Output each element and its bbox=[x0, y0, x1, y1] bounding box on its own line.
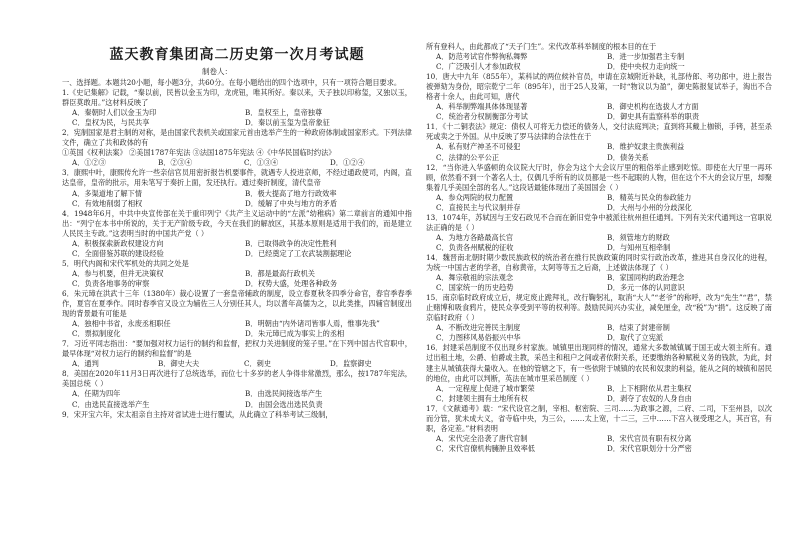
right-column bbox=[426, 42, 772, 560]
question-text: 10．唐大中九年（855年），某科试的两位候补官员，申请在京城附近补缺，礼部侍郎、考功郎中，进上报告被弹劾为身份，昭宗乾宁二年（895年），出于25人及第，一时“物议以为盈”，御史陈报复试举子，淘出不合格者十余人，由此可知，唐代 bbox=[426, 72, 772, 102]
answer-option: A．①②③ bbox=[72, 158, 106, 168]
answer-option: C．刺史 bbox=[244, 359, 272, 369]
answer-option: C．由选民直接选举产生 bbox=[72, 399, 150, 409]
option-row bbox=[426, 434, 772, 444]
option-row bbox=[426, 142, 772, 152]
answer-option: B．已取得政争的决定性胜利 bbox=[245, 238, 337, 248]
question-text: 12．“当你进入华盛顿的众议院大厅时，你会为这个大会议厅里的粗俗举止感到吃惊。即使在大厅里一再环顾，依然看不到一个著名人士，仅偶几乎所有的议员都是一些不起眼的人物，但在这个不大的会议厅里，却聚集着几乎美国全部的名人。”这段话最能体现出了美国国会（ ） bbox=[426, 162, 772, 192]
question-text: 5．明代内阁和宋代军机处的共同之处是 bbox=[62, 258, 189, 268]
answer-option: D．已经奠定了工农武装割据理论 bbox=[245, 248, 352, 258]
option-row bbox=[62, 158, 412, 168]
answer-option: A．独相中书省，永废丞相职任 bbox=[72, 319, 171, 329]
option-row bbox=[426, 233, 772, 243]
answer-option: B．都是最高行政机关 bbox=[245, 268, 315, 278]
answer-option: D．御史具有监察科举的职责 bbox=[607, 112, 700, 122]
question-text: 4．1948年6月，中共中央宣传部在关于重印列宁《共产主义运动中的“左派”幼稚病》第二章前言的通知中指出：“列宁在本书中所说的，关于无产阶级专政，今天在我们的解放区，其基本原则是适用于我们的，而是建立人民民主专政。”这表明当时的中国共产党（ ） bbox=[62, 208, 412, 238]
answer-option: B．极大提高了地方行政效率 bbox=[245, 188, 337, 198]
option-row bbox=[62, 118, 412, 128]
question-text: 16．封建采邑制度不仅出现乡村家族。城镇里出现同样的情况，通常大多数城镇属于国王或大领主所有。通过出租土地，公爵、伯爵或主教，采邑主和租户之间或者依附关系，还要缴纳各种赋税义务的钱款，为此，封建主从城镇获得大量收入。在他的管辖之下，有一些依附于城镇的农民和奴隶的利益，能从之间的城镇和居民的地位，由此可以判断，英法在城市里采邑制度（ ） bbox=[426, 343, 772, 383]
answer-option: D．缓解了中央与地方的矛盾 bbox=[245, 198, 338, 208]
answer-option: B．进一步加强君主专制 bbox=[607, 52, 685, 62]
answer-option: A．一定程度上促进了城市繁荣 bbox=[436, 383, 535, 393]
answer-option: C．票拟制度化 bbox=[72, 329, 121, 339]
answer-option: C．法律的公平公正 bbox=[436, 152, 500, 162]
left-questions bbox=[62, 78, 412, 420]
answer-option: D．债务关系 bbox=[607, 152, 649, 162]
answer-option: D．取代了立宪派 bbox=[607, 333, 664, 343]
option-row bbox=[426, 444, 772, 454]
question-text: 9．宋开宝六年，宋太祖亲自主持对省试进士进行覆试，从此确立了科举考试三级制， bbox=[62, 409, 333, 419]
answer-option: A．通判 bbox=[72, 359, 99, 369]
answer-option: D．多元一体的认同意识 bbox=[607, 283, 685, 293]
option-row bbox=[426, 193, 772, 203]
answer-option: D．①②④ bbox=[330, 158, 365, 168]
answer-option: D．由国会选出选民负责 bbox=[245, 399, 323, 409]
exam-title: 蓝天教育集团高二历史第一次月考试题 bbox=[109, 47, 365, 63]
answer-option: C．国家统一的历史趋势 bbox=[436, 283, 514, 293]
answer-option: B．上下相附依从君主集权 bbox=[607, 383, 692, 393]
answer-option: C．皇权为民，与民共享 bbox=[72, 118, 150, 128]
answer-option: C．力图移风易俗振兴中华 bbox=[436, 333, 521, 343]
answer-option: A．任期为四年 bbox=[72, 389, 121, 399]
answer-option: D．大州与小州的分歧深化 bbox=[607, 202, 692, 212]
answer-option: A．参众两院的权力配置 bbox=[436, 192, 514, 202]
option-row bbox=[426, 112, 772, 122]
answer-option: D．使中央权力走向统一 bbox=[607, 62, 685, 72]
question-text: 3．康熙中叶，康熙传允许一些亲信官员用密折报告机要事件，就遇专人投进京师，不经过通政使司，内阁，直达皇帝，皇帝的批示，用朱笔写于奏折上面，发还执行。通过奏折制度，清代皇帝 bbox=[62, 168, 412, 188]
answer-option: A．多渠道地了解下情 bbox=[72, 188, 142, 198]
question-text: 一、选择题。本题共20小题，每小题3分，共60分。在每小题给出的四个选项中，只有一项符合题目要求。 bbox=[62, 78, 402, 87]
answer-option: C．全面借鉴苏联的建设经验 bbox=[72, 248, 164, 258]
question-text: 14．魏晋南北朝时期少数民族政权的统治者在推行民族政策的同时实行政治改革，推进其自身汉化的进程，为统一中国古老的学者，自称黄帝，太阿等等五之后裔，上述做法体现了（ ） bbox=[426, 252, 772, 273]
answer-option: B．由选民间接选举产生 bbox=[245, 389, 323, 399]
answer-option: C．负责各地事务的审察 bbox=[72, 278, 150, 288]
option-row bbox=[62, 359, 412, 369]
answer-option: D．与知州互相牵制 bbox=[607, 242, 671, 252]
answer-option: C．宋代官僚机构臃肿且效率低 bbox=[436, 443, 535, 453]
answer-option: B．御史大夫 bbox=[158, 359, 200, 369]
answer-option: B．明朝由“内外诸司皆事人焉，惟事先我” bbox=[245, 319, 380, 329]
option-row bbox=[426, 283, 772, 293]
answer-option: C．统治者分权制衡部分考试 bbox=[436, 112, 528, 122]
question-text: 11．《十二铜表法》规定：债权人可将无力偿还的债务人，交付法庭判决；直到将其戴上枷锁，手铐，甚至杀死或卖之于外国。从中反映了罗马法律的合法性在于 bbox=[426, 122, 772, 142]
answer-option: B．须管地方的财政 bbox=[607, 232, 670, 242]
option-row bbox=[62, 199, 412, 209]
question-text: 6．朱元璋在洪武十三年（1380年）裁心设置了一套皇帝辅政的制度，设立春夏秋冬四季分命官，春官季春季作，夏官在夏季作。同时春季官又设立为辅佐三人分别任其人，均以耆年高儒为之，以此类推，四辅官制度出现的背景最有可能是 bbox=[62, 288, 412, 319]
maker-label: 制卷人： bbox=[202, 67, 232, 76]
answer-option: D．剥夺了农奴的人身自由 bbox=[607, 393, 692, 403]
answer-option: D．宋代官职划分十分严密 bbox=[607, 443, 692, 453]
option-row bbox=[62, 329, 412, 339]
option-row bbox=[426, 203, 772, 213]
option-row bbox=[426, 52, 772, 62]
option-row bbox=[62, 239, 412, 249]
question-text: 13．1074年，苏轼因与王安石政见不合而在新旧党争中被派往杭州担任通判。下列有关宋代通判这一官职说法正确的是（ ） bbox=[426, 212, 772, 232]
answer-option: B．皇权至上，皇帝独尊 bbox=[245, 108, 323, 118]
right-questions bbox=[426, 42, 772, 454]
answer-option: B．精英与民众的参政能力 bbox=[607, 192, 692, 202]
option-row bbox=[62, 279, 412, 289]
answer-option: A．舞宗敬祖的宗法观念 bbox=[436, 273, 514, 283]
answer-option: B．家国同构的政治理念 bbox=[607, 273, 685, 283]
question-text: 所有登科人，由此都成了“天子门生”。宋代改革科举制度的根本目的在于 bbox=[426, 42, 657, 51]
answer-option: D．权势大盛，处理各种政务 bbox=[245, 278, 338, 288]
answer-option: A．防范考试官作弊徇私舞弊 bbox=[436, 52, 528, 62]
option-row bbox=[426, 394, 772, 404]
option-row bbox=[62, 400, 412, 410]
option-row bbox=[62, 189, 412, 199]
option-row bbox=[426, 384, 772, 394]
option-row bbox=[426, 153, 772, 163]
option-row bbox=[426, 102, 772, 112]
question-text: 8．美国在2020年11月3日再次进行了总统选举，而位七十多岁的老人争得非常激烈，那么，按1787年宪法，美国总统（ ） bbox=[62, 369, 412, 389]
option-row bbox=[62, 108, 412, 118]
answer-option: B．维护奴隶主贵族利益 bbox=[607, 142, 685, 152]
option-row bbox=[62, 269, 412, 279]
question-text: 15．南京临时政府成立后，规定废止跪拜礼，改行鞠躬礼，取消“大人”“老爷”的称呼，改为“先生”“君”，禁止赌博和吸食鸦片，使民众享受到平等的权利等。鼓励民间兴办实业，减免厘金，改“税”为“捐”。这反映了南京临时政府（ ） bbox=[426, 293, 772, 323]
left-column bbox=[62, 42, 412, 560]
answer-option: C．直接民主与代议制并存 bbox=[436, 202, 521, 212]
option-row bbox=[426, 243, 772, 253]
answer-option: B．结束了封建帝制 bbox=[607, 323, 670, 333]
option-row bbox=[426, 62, 772, 72]
answer-option: A．宋代完全沿袭了唐代官制 bbox=[436, 433, 528, 443]
answer-option: A．积极探索新政权建设方向 bbox=[72, 238, 164, 248]
option-row bbox=[62, 249, 412, 259]
answer-option: A．不断改进完善民主制度 bbox=[436, 323, 521, 333]
answer-option: C．封建领主拥有土地所有权 bbox=[436, 393, 528, 403]
answer-option: C．负责各州赋税的征收 bbox=[436, 242, 514, 252]
question-text: 1.《史记集解》记载，“秦以前，民皆以金玉为印，龙虎钮，唯其所好。秦以来，天子独以印称玺，又独以玉，群臣莫敢用。”这材料反映了 bbox=[62, 88, 412, 108]
answer-option: C．有效地削弱了相权 bbox=[72, 198, 143, 208]
answer-option: B．②③④ bbox=[158, 158, 193, 168]
answer-option: C．广泛吸引人才参加政权 bbox=[436, 62, 521, 72]
answer-option: B．御史机构在选拔人才方面 bbox=[607, 102, 699, 112]
answer-option: A．科举制弊端具体体现显著 bbox=[436, 102, 528, 112]
option-row bbox=[62, 389, 412, 399]
option-row bbox=[426, 333, 772, 343]
answer-option: A．参与机要，但并无决策权 bbox=[72, 268, 164, 278]
answer-option: A．秦朝时人们以金玉为印 bbox=[72, 108, 157, 118]
answer-option: A．私有财产神圣不可侵犯 bbox=[436, 142, 521, 152]
question-text: 2．宪制国家是君主制的对称，是由国家代表机关或国家元首由选举产生的一种政府体制或国家形式。下列法律文件，确立了共和政体的有 bbox=[62, 128, 412, 148]
question-text: ①英国《权利法案》 ②美国1787年宪法 ③法国1875年宪法 ④《中华民国临时约法》 bbox=[62, 148, 336, 158]
option-row bbox=[62, 319, 412, 329]
answer-option: D．朱元璋已成为事实上的丞相 bbox=[245, 329, 345, 339]
answer-option: D．监察御史 bbox=[330, 359, 372, 369]
answer-option: A．为地方各路最高长官 bbox=[436, 232, 514, 242]
answer-option: C．①③④ bbox=[244, 158, 279, 168]
option-row bbox=[426, 323, 772, 333]
option-row bbox=[426, 273, 772, 283]
question-text: 7．习近平同志指出：“要加强对权力运行的制约和监督，把权力关进制度的笼子里。”在下列中国古代官职中，最早体现“对权力运行的制约和监督”的是 bbox=[62, 339, 412, 359]
answer-option: D．秦以前玉玺为皇帝象征 bbox=[245, 118, 330, 128]
question-text: 17．《文献通考》载：“宋代设官之制，宰相、枢密院、三司……为政事之源，二府、二司，下至州县，以次而分管，犹未成大义，省寺临中央，为三公，……太上宽，十二三，三中……下宫入视受理之人，其百官，有职，各定差。”材料表明 bbox=[426, 403, 772, 433]
answer-option: B．宋代官员有职有权分离 bbox=[607, 433, 692, 443]
